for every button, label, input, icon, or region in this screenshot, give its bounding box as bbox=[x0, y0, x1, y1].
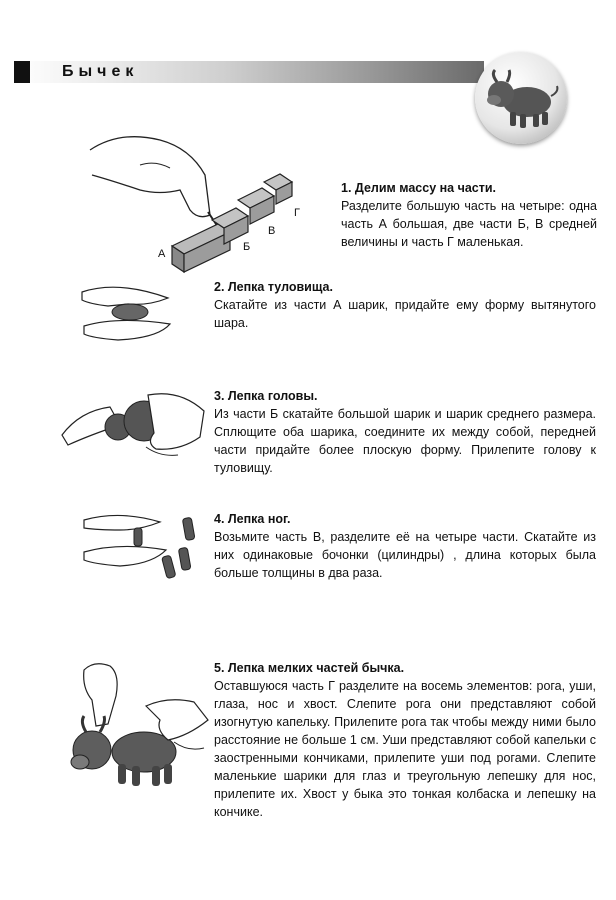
hands-assembling-bull-icon bbox=[48, 660, 210, 800]
hands-rolling-legs-icon bbox=[80, 508, 210, 588]
step-4 bbox=[214, 510, 596, 582]
step-2-text: Скатайте из части А шарик, придайте ему форму вытянутого шара. bbox=[214, 298, 596, 330]
page-title: Бычек bbox=[62, 63, 139, 80]
header-marker bbox=[14, 61, 30, 83]
step-2 bbox=[214, 278, 596, 332]
hand-cutting-clay-icon bbox=[80, 120, 320, 280]
part-label-b: Б bbox=[243, 241, 251, 253]
step-4-title: 4. Лепка ног. bbox=[214, 512, 291, 526]
part-label-a: А bbox=[158, 248, 166, 260]
step-4-text: Возьмите часть В, разделите её на четыре части. Скатайте из них одинаковые бочонки (цилиндры) , длина которых была больше толщины в два раза. bbox=[214, 530, 596, 580]
step-3-text: Из части Б скатайте большой шарик и шарик среднего размера. Сплющите оба шарика, соедините их между собой, передней части придайте более плоскую форму. Прилепите голову к туловищу. bbox=[214, 407, 596, 475]
hands-rolling-ball-icon bbox=[78, 280, 198, 350]
step-2-title: 2. Лепка туловища. bbox=[214, 280, 333, 294]
part-label-v: В bbox=[268, 225, 276, 237]
step-1-title: 1. Делим массу на части. bbox=[341, 181, 497, 195]
bull-figure-icon bbox=[475, 52, 567, 144]
step-1 bbox=[341, 179, 597, 251]
step-5-title: 5. Лепка мелких частей бычка. bbox=[214, 661, 405, 675]
step-5-text: Оставшуюся часть Г разделите на восемь элементов: рога, уши, глаза, нос и хвост. Слепите рога они представляют собой изогнутую капельку. Прилепите рога так чтобы между ними было расстояние не больше 1 см. Уши представляют собой капельки с заостренными кончиками, прилепите уши под рогами. Слепите маленькие шарики для глаз и треугольную лепешку для нос, прилепите их. Хвост у быка это тонкая колбаска и лепешку на кончике. bbox=[214, 679, 596, 819]
step-1-text: Разделите большую часть на четыре: одна часть А большая, две части Б, В средней величины и часть Г маленькая. bbox=[341, 199, 597, 249]
step-3-title: 3. Лепка головы. bbox=[214, 389, 318, 403]
hands-shaping-head-icon bbox=[60, 385, 208, 475]
step-3 bbox=[214, 387, 596, 477]
step-5 bbox=[214, 659, 596, 821]
part-label-g: Г bbox=[294, 207, 300, 219]
header-logo bbox=[475, 52, 567, 144]
